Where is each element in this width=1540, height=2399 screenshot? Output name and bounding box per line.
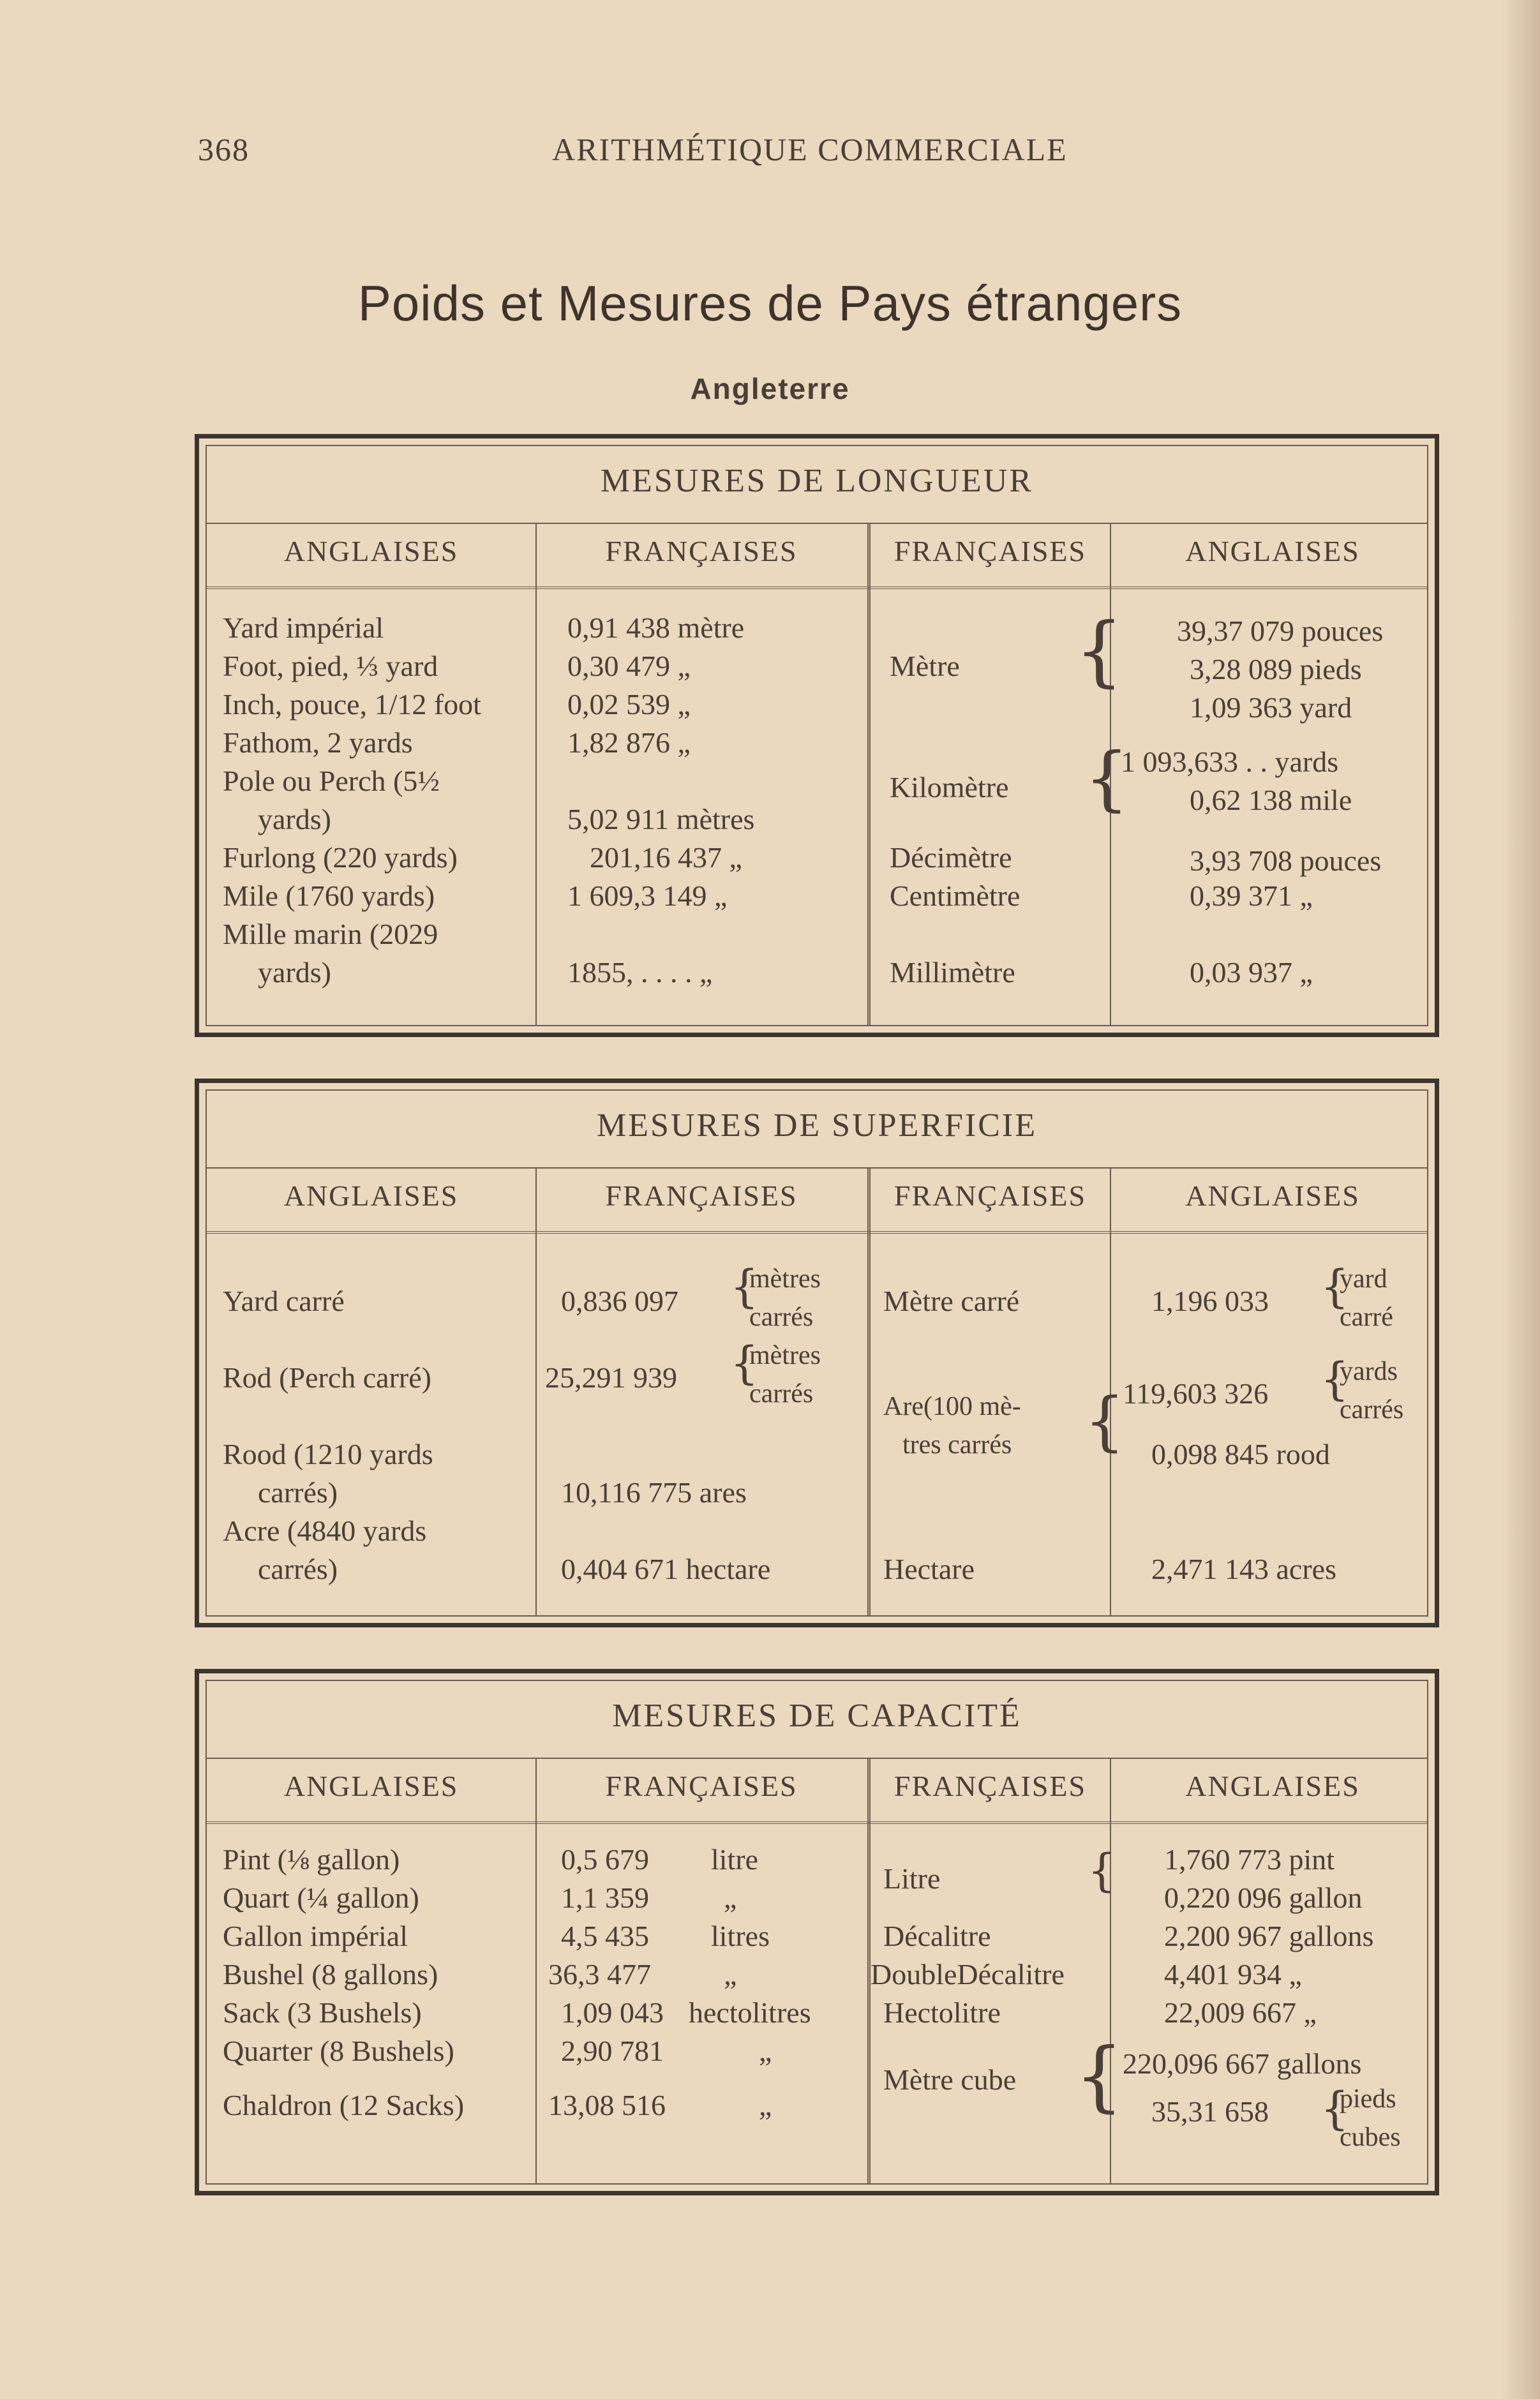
col-header: ANGLAISES bbox=[1185, 535, 1360, 567]
cell-fr-unit: mètres bbox=[749, 1264, 821, 1294]
cell-fr-unit: DoubleDécalitre bbox=[871, 1958, 1065, 1991]
table-title: MESURES DE LONGUEUR bbox=[600, 463, 1034, 499]
cell-en: Rood (1210 yards bbox=[223, 1438, 433, 1470]
cell-fr: 5,02 911 mètres bbox=[567, 803, 755, 835]
cell-en: Pint (⅛ gallon) bbox=[223, 1843, 400, 1876]
cell-en-eq: 0,098 845 rood bbox=[1151, 1438, 1330, 1470]
cell-fr: 201,16 437 „ bbox=[590, 841, 742, 874]
table-superficie bbox=[195, 1079, 1439, 1627]
cell-fr-unit: Litre bbox=[883, 1862, 941, 1895]
cell-fr-unit: Mètre carré bbox=[883, 1285, 1020, 1317]
brace: { bbox=[730, 1260, 759, 1313]
col-header: ANGLAISES bbox=[283, 1770, 459, 1802]
cell-en: Chaldron (12 Sacks) bbox=[223, 2089, 465, 2121]
brace: { bbox=[1084, 1384, 1125, 1458]
cell-en: Yard carré bbox=[223, 1285, 345, 1317]
cell-fr: 25,291 939 bbox=[545, 1361, 677, 1394]
cell-en-unit: carré bbox=[1340, 1303, 1393, 1332]
page-edge-shadow bbox=[1502, 0, 1540, 2399]
cell-fr-unit: „ bbox=[724, 1958, 737, 1991]
cell-en-eq: 119,603 326 bbox=[1123, 1377, 1269, 1410]
cell-en: carrés) bbox=[258, 1553, 338, 1585]
brace: { bbox=[1320, 2082, 1349, 2135]
cell-en-eq: 1,09 363 yard bbox=[1190, 691, 1352, 724]
cell-fr-unit: Are(100 mè- bbox=[883, 1392, 1021, 1421]
cell-en-unit: cubes bbox=[1340, 2123, 1401, 2152]
cell-fr-unit: Millimètre bbox=[890, 956, 1015, 989]
cell-fr: 0,91 438 mètre bbox=[567, 611, 745, 644]
cell-en: Quart (¼ gallon) bbox=[223, 1881, 419, 1914]
col-header: FRANÇAISES bbox=[893, 1179, 1087, 1212]
cell-fr-unit: Mètre bbox=[890, 650, 960, 682]
cell-en-eq: 3,28 089 pieds bbox=[1190, 653, 1362, 685]
cell-en-eq: 0,39 371 „ bbox=[1190, 879, 1313, 912]
cell-en: Acre (4840 yards bbox=[223, 1514, 427, 1547]
cell-en-eq: 220,096 667 gallons bbox=[1123, 2047, 1362, 2080]
brace: { bbox=[1320, 1353, 1349, 1405]
running-title: ARITHMÉTIQUE COMMERCIALE bbox=[552, 131, 1068, 167]
cell-fr-unit: litres bbox=[711, 1920, 770, 1952]
brace: { bbox=[1084, 737, 1129, 819]
cell-fr-unit: tres carrés bbox=[902, 1430, 1012, 1460]
cell-en: Foot, pied, ⅓ yard bbox=[223, 650, 438, 682]
cell-fr-unit: carrés bbox=[749, 1303, 814, 1332]
cell-fr: 1,82 876 „ bbox=[567, 726, 691, 759]
page-number: 368 bbox=[198, 131, 250, 167]
cell-fr-unit: carrés bbox=[749, 1379, 814, 1409]
cell-en-eq: 4,401 934 „ bbox=[1164, 1958, 1302, 1991]
cell-fr: 10,116 775 ares bbox=[561, 1476, 747, 1509]
cell-en: Fathom, 2 yards bbox=[223, 726, 413, 759]
running-header bbox=[198, 131, 1104, 176]
col-header: FRANÇAISES bbox=[605, 1770, 798, 1802]
cell-en: Yard impérial bbox=[223, 611, 384, 644]
table-capacite bbox=[195, 1669, 1439, 2195]
cell-en-eq: 2,471 143 acres bbox=[1151, 1553, 1336, 1585]
cell-fr-unit: Hectare bbox=[883, 1553, 975, 1585]
table-title: MESURES DE CAPACITÉ bbox=[612, 1698, 1022, 1734]
cell-en-eq: 1,196 033 bbox=[1151, 1285, 1269, 1317]
cell-en-eq: 1 093,633 . . yards bbox=[1121, 745, 1339, 778]
cell-en-unit: pieds bbox=[1340, 2084, 1396, 2114]
cell-fr-unit: Centimètre bbox=[890, 879, 1020, 912]
brace: { bbox=[1088, 1844, 1116, 1897]
cell-fr-unit: litre bbox=[711, 1843, 759, 1876]
cell-fr-unit: „ bbox=[759, 2035, 772, 2067]
cell-fr: 0,30 479 „ bbox=[567, 650, 691, 682]
cell-fr-unit: Hectolitre bbox=[883, 1996, 1001, 2029]
cell-en-eq: 0,62 138 mile bbox=[1190, 784, 1352, 816]
cell-fr: 1,1 359 bbox=[561, 1881, 649, 1914]
cell-en-eq: 0,03 937 „ bbox=[1190, 956, 1313, 989]
col-header: FRANÇAISES bbox=[605, 1179, 798, 1212]
cell-fr: 4,5 435 bbox=[561, 1920, 649, 1952]
cell-fr: 1855, . . . . „ bbox=[567, 956, 713, 989]
cell-en: yards) bbox=[258, 956, 331, 989]
cell-en-eq: 2,200 967 gallons bbox=[1164, 1920, 1374, 1952]
cell-fr-unit: „ bbox=[724, 1881, 737, 1914]
cell-en-unit: yards bbox=[1340, 1357, 1398, 1386]
cell-en-unit: carrés bbox=[1340, 1395, 1404, 1424]
cell-fr: 0,5 679 bbox=[561, 1843, 649, 1876]
cell-en-eq: 0,220 096 gallon bbox=[1164, 1881, 1363, 1914]
cell-en: Pole ou Perch (5½ bbox=[223, 765, 440, 797]
cell-en-eq: 35,31 658 bbox=[1151, 2095, 1269, 2128]
cell-fr: 2,90 781 bbox=[561, 2035, 664, 2067]
cell-fr-unit: Décimètre bbox=[890, 841, 1012, 874]
brace: { bbox=[1075, 2032, 1124, 2121]
cell-fr: 0,02 539 „ bbox=[567, 688, 691, 721]
col-header: ANGLAISES bbox=[283, 1179, 459, 1212]
cell-en: Sack (3 Bushels) bbox=[223, 1996, 422, 2029]
cell-fr-unit: Mètre cube bbox=[883, 2063, 1017, 2096]
cell-en: carrés) bbox=[258, 1476, 338, 1509]
cell-fr-unit: mètres bbox=[749, 1341, 821, 1370]
cell-en: Bushel (8 gallons) bbox=[223, 1958, 438, 1991]
col-header: FRANÇAISES bbox=[893, 1770, 1087, 1802]
page-subtitle: Angleterre bbox=[690, 372, 850, 405]
cell-en-eq: 22,009 667 „ bbox=[1164, 1996, 1317, 2029]
page-title: Poids et Mesures de Pays étrangers bbox=[357, 275, 1183, 331]
col-header: ANGLAISES bbox=[283, 535, 459, 567]
cell-fr: 36,3 477 bbox=[548, 1958, 651, 1991]
cell-en-eq: 1,760 773 pint bbox=[1164, 1843, 1335, 1876]
cell-en: Mille marin (2029 bbox=[223, 918, 438, 950]
brace: { bbox=[1320, 1260, 1349, 1313]
cell-fr-unit: Kilomètre bbox=[890, 771, 1009, 803]
cell-en-eq: 39,37 079 pouces bbox=[1177, 615, 1384, 647]
brace: { bbox=[1075, 607, 1124, 696]
cell-fr-unit: Décalitre bbox=[883, 1920, 991, 1952]
col-header: FRANÇAISES bbox=[605, 535, 798, 567]
col-header: ANGLAISES bbox=[1185, 1179, 1360, 1212]
cell-en: Rod (Perch carré) bbox=[223, 1361, 431, 1394]
cell-en: Gallon impérial bbox=[223, 1920, 408, 1952]
cell-fr: 0,836 097 bbox=[561, 1285, 678, 1317]
cell-fr: 1,09 043 bbox=[561, 1996, 664, 2029]
cell-en-unit: yard bbox=[1340, 1264, 1387, 1294]
cell-en: Mile (1760 yards) bbox=[223, 879, 435, 912]
cell-fr-unit: „ bbox=[759, 2089, 772, 2121]
col-header: FRANÇAISES bbox=[893, 535, 1087, 567]
cell-en: yards) bbox=[258, 803, 331, 835]
col-header: ANGLAISES bbox=[1185, 1770, 1360, 1802]
cell-fr: 13,08 516 bbox=[548, 2089, 666, 2121]
table-longueur bbox=[195, 434, 1439, 1037]
table-title: MESURES DE SUPERFICIE bbox=[597, 1107, 1037, 1144]
cell-en: Quarter (8 Bushels) bbox=[223, 2035, 454, 2067]
cell-en: Inch, pouce, 1/12 foot bbox=[223, 688, 481, 721]
cell-en: Furlong (220 yards) bbox=[223, 841, 458, 874]
cell-fr: 0,404 671 hectare bbox=[561, 1553, 771, 1585]
brace: { bbox=[730, 1337, 759, 1389]
cell-fr-unit: hectolitres bbox=[689, 1996, 811, 2029]
cell-en-eq: 3,93 708 pouces bbox=[1190, 844, 1382, 877]
cell-fr: 1 609,3 149 „ bbox=[567, 879, 728, 912]
